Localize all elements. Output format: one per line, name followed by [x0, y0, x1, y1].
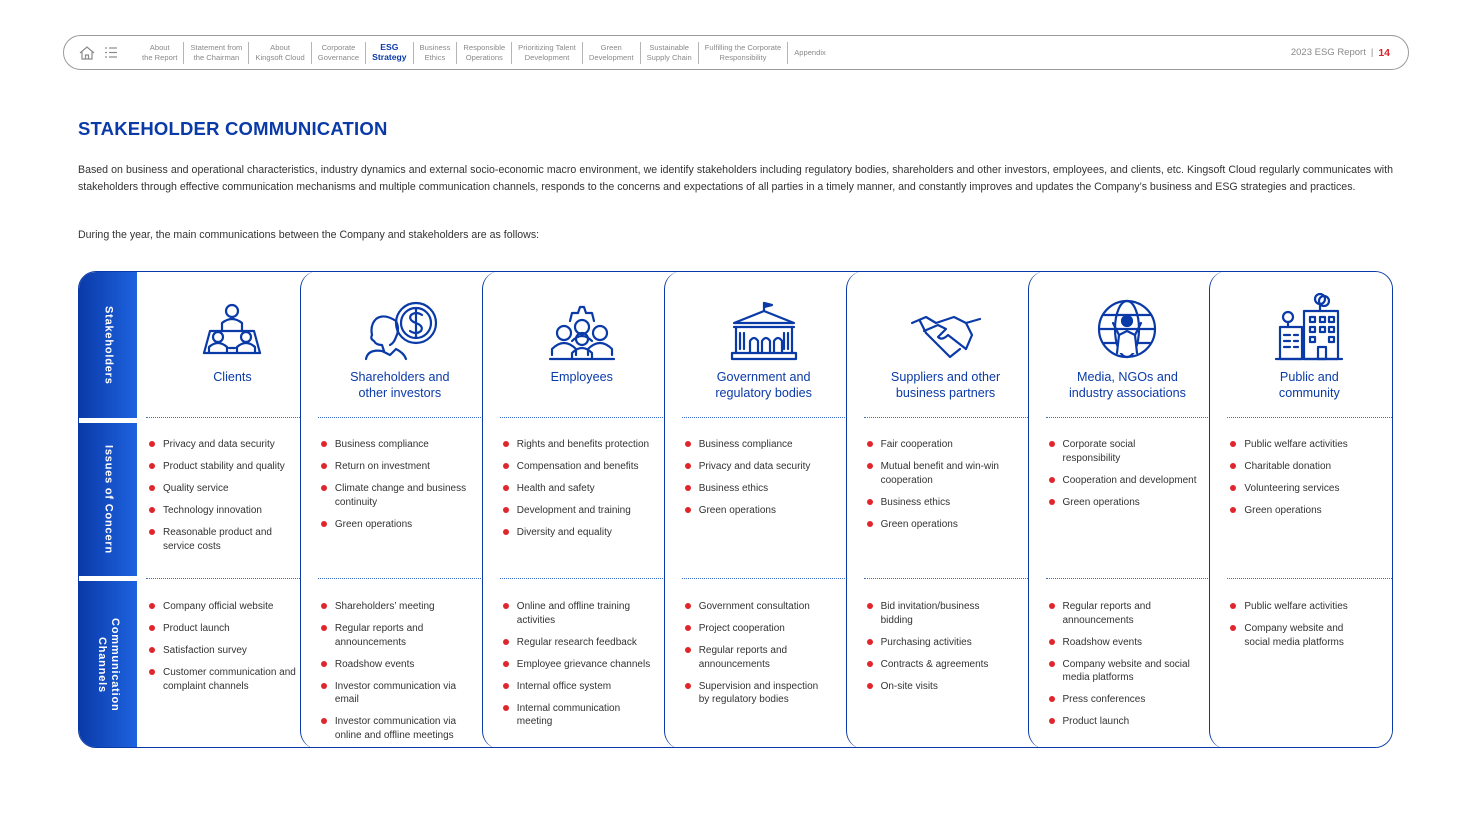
channel-item: Purchasing activities [867, 636, 1035, 650]
stakeholder-column-suppliers-and-other-business-partners [846, 271, 1047, 748]
nav-tab-about-the-report[interactable]: About the Report [136, 42, 184, 64]
stakeholder-name: Suppliers and other business partners [890, 370, 1001, 400]
government-building-icon [724, 289, 804, 361]
issues-list [1230, 438, 1393, 526]
channel-item: Government consultation [685, 600, 853, 614]
nav-tab-corporate-governance[interactable]: Corporate Governance [312, 42, 366, 64]
stakeholder-header [1218, 271, 1393, 417]
issue-item: Development and training [503, 504, 671, 518]
channels-list [1049, 600, 1217, 737]
nav-tab-business-ethics[interactable]: Business Ethics [414, 42, 458, 64]
nav-menu [136, 36, 832, 69]
issue-item: Climate change and business continuity [321, 482, 489, 509]
dotted-divider [682, 578, 851, 579]
row-label-stakeholders [79, 272, 137, 418]
channel-item: Company website and social media platforms [1049, 658, 1217, 685]
dotted-divider [318, 578, 487, 579]
issue-item: Cooperation and development [1049, 474, 1217, 488]
lead-sentence: During the year, the main communications between the Company and stakeholders are as follows: [78, 229, 540, 241]
top-navigation [63, 35, 1409, 70]
row-label-text: Communication Channels [96, 618, 121, 712]
issue-item: Rights and benefits protection [503, 438, 671, 452]
stakeholder-name: Media, NGOs and industry associations [1068, 370, 1186, 400]
dotted-divider [682, 417, 851, 418]
row-label-text: Stakeholders [102, 305, 115, 385]
nav-tab-fulfilling-the-corporate-responsibility[interactable]: Fulfilling the Corporate Responsibility [699, 42, 788, 64]
issue-item: Volunteering services [1230, 482, 1393, 496]
stakeholder-column-government-and-regulatory-bodies [664, 271, 865, 748]
channel-item: Project cooperation [685, 622, 853, 636]
issue-item: Return on investment [321, 460, 489, 474]
investor-dollar-icon [360, 289, 440, 361]
dotted-divider [1227, 417, 1393, 418]
issue-item: Mutual benefit and win-win cooperation [867, 460, 1035, 487]
channels-list [321, 600, 489, 748]
dotted-divider [146, 417, 324, 418]
channel-item: Roadshow events [321, 658, 489, 672]
dotted-divider [1046, 578, 1215, 579]
stakeholder-name: Shareholders and other investors [350, 370, 450, 400]
channel-item: Regular research feedback [503, 636, 671, 650]
stakeholder-name: Government and regulatory bodies [715, 370, 812, 400]
channel-item: Investor communication via online and offline meetings [321, 715, 489, 742]
report-label: 2023 ESG Report [1290, 47, 1366, 58]
stakeholder-header [673, 271, 855, 417]
list-menu-icon[interactable] [104, 46, 118, 59]
issue-item: Health and safety [503, 482, 671, 496]
issue-item: Reasonable product and service costs [149, 526, 326, 553]
handshake-icon [906, 289, 986, 361]
home-icon[interactable] [78, 45, 96, 61]
report-page-indicator [1291, 47, 1408, 59]
issues-list [685, 438, 853, 526]
stakeholder-header [855, 271, 1037, 417]
channel-item: Employee grievance channels [503, 658, 671, 672]
issue-item: Diversity and equality [503, 526, 671, 540]
city-buildings-icon [1269, 289, 1349, 361]
issue-item: Product stability and quality [149, 460, 326, 474]
issue-item: Green operations [1230, 504, 1393, 518]
channel-item: Roadshow events [1049, 636, 1217, 650]
issue-item: Quality service [149, 482, 326, 496]
issues-list [321, 438, 489, 540]
nav-tab-about-kingsoft-cloud[interactable]: About Kingsoft Cloud [249, 42, 311, 64]
stakeholder-name: Public and community [1278, 370, 1340, 400]
page-number: 14 [1378, 46, 1390, 59]
channel-item: Shareholders’ meeting [321, 600, 489, 614]
nav-tab-responsible-operations[interactable]: Responsible Operations [457, 42, 512, 64]
nav-tab-esg-strategy[interactable]: ESG Strategy [366, 42, 413, 64]
stakeholder-column-media-ngos-and-industry-associations [1028, 271, 1229, 748]
channel-item: Internal office system [503, 680, 671, 694]
stakeholder-name: Clients [213, 370, 252, 384]
issue-item: Privacy and data security [685, 460, 853, 474]
dotted-divider [864, 417, 1033, 418]
channel-item: Regular reports and announcements [1049, 600, 1217, 627]
issue-item: Public welfare activities [1230, 438, 1393, 452]
issue-item: Green operations [685, 504, 853, 518]
channels-list [503, 600, 671, 737]
channel-item: Internal communication meeting [503, 702, 671, 729]
issue-item: Business ethics [685, 482, 853, 496]
nav-tab-green-development[interactable]: Green Development [583, 42, 641, 64]
issue-item: Green operations [867, 518, 1035, 532]
channels-list [867, 600, 1035, 702]
issues-list [867, 438, 1035, 540]
globe-people-icon [1087, 289, 1167, 361]
stakeholder-header [1037, 271, 1219, 417]
channels-list [1230, 600, 1393, 658]
report-separator: | [1370, 47, 1374, 58]
channel-item: Supervision and inspection by regulatory bodies [685, 680, 853, 707]
issue-item: Privacy and data security [149, 438, 326, 452]
channel-item: On-site visits [867, 680, 1035, 694]
row-label-channels [79, 581, 137, 748]
issue-item: Business ethics [867, 496, 1035, 510]
issue-item: Compensation and benefits [503, 460, 671, 474]
dotted-divider [1227, 578, 1393, 579]
channel-item: Company website and social media platforms [1230, 622, 1393, 649]
stakeholder-column-employees [482, 271, 683, 748]
nav-tab-statement-from-the-chairman[interactable]: Statement from the Chairman [184, 42, 249, 64]
intro-paragraph: Based on business and operational characteristics, industry dynamics and external socio-economic macro environment, we identify stakeholders including regulatory bodies, shareholders and other investors, employees, and clients, etc. Kingsoft Cloud regularly communicates with stakeholders through effective communication mechanisms and multiple communication channels, responds to the concerns and expectations of all parties in a timely manner, and constantly improves and updates the Company’s business and ESG strategies and practices. [78, 164, 1393, 193]
dotted-divider [500, 578, 669, 579]
issue-item: Technology innovation [149, 504, 326, 518]
dotted-divider [864, 578, 1033, 579]
channel-item: Online and offline training activities [503, 600, 671, 627]
clients-meeting-icon [192, 289, 272, 361]
issues-list [503, 438, 671, 548]
channel-item: Company official website [149, 600, 326, 614]
nav-tab-prioritizing-talent-development[interactable]: Prioritizing Talent Development [512, 42, 583, 64]
dotted-divider [1046, 417, 1215, 418]
channel-item: Product launch [149, 622, 326, 636]
row-label-sidebar [79, 272, 139, 747]
issues-list [1049, 438, 1217, 518]
issue-item: Charitable donation [1230, 460, 1393, 474]
channel-item: Regular reports and announcements [321, 622, 489, 649]
nav-tab-sustainable-supply-chain[interactable]: Sustainable Supply Chain [641, 42, 699, 64]
nav-icon-group [64, 45, 136, 61]
channel-item: Satisfaction survey [149, 644, 326, 658]
stakeholder-name: Employees [550, 370, 613, 384]
channel-item: Bid invitation/business bidding [867, 600, 1035, 627]
channel-item: Customer communication and complaint channels [149, 666, 326, 693]
dotted-divider [318, 417, 487, 418]
stakeholder-header [491, 271, 673, 417]
dotted-divider [500, 417, 669, 418]
channel-item: Press conferences [1049, 693, 1217, 707]
employees-gear-icon [542, 289, 622, 361]
issue-item: Green operations [1049, 496, 1217, 510]
stakeholder-column-shareholders-and-other-investors [300, 271, 501, 748]
channel-item: Regular reports and announcements [685, 644, 853, 671]
issue-item: Fair cooperation [867, 438, 1035, 452]
issue-item: Business compliance [685, 438, 853, 452]
row-label-text: Issues of Concern [102, 445, 115, 554]
page-title: STAKEHOLDER COMMUNICATION [78, 118, 388, 139]
issue-item: Corporate social responsibility [1049, 438, 1217, 465]
issue-item: Business compliance [321, 438, 489, 452]
channels-list [685, 600, 853, 715]
nav-tab-appendix[interactable]: Appendix [794, 47, 826, 57]
channel-item: Contracts & agreements [867, 658, 1035, 672]
issue-item: Green operations [321, 518, 489, 532]
dotted-divider [146, 578, 324, 579]
stakeholder-column-public-and-community [1209, 271, 1393, 748]
row-label-issues [79, 423, 137, 576]
stakeholder-header [309, 271, 491, 417]
channel-item: Public welfare activities [1230, 600, 1393, 614]
channel-item: Product launch [1049, 715, 1217, 729]
stakeholder-table [78, 271, 1393, 748]
channel-item: Investor communication via email [321, 680, 489, 707]
